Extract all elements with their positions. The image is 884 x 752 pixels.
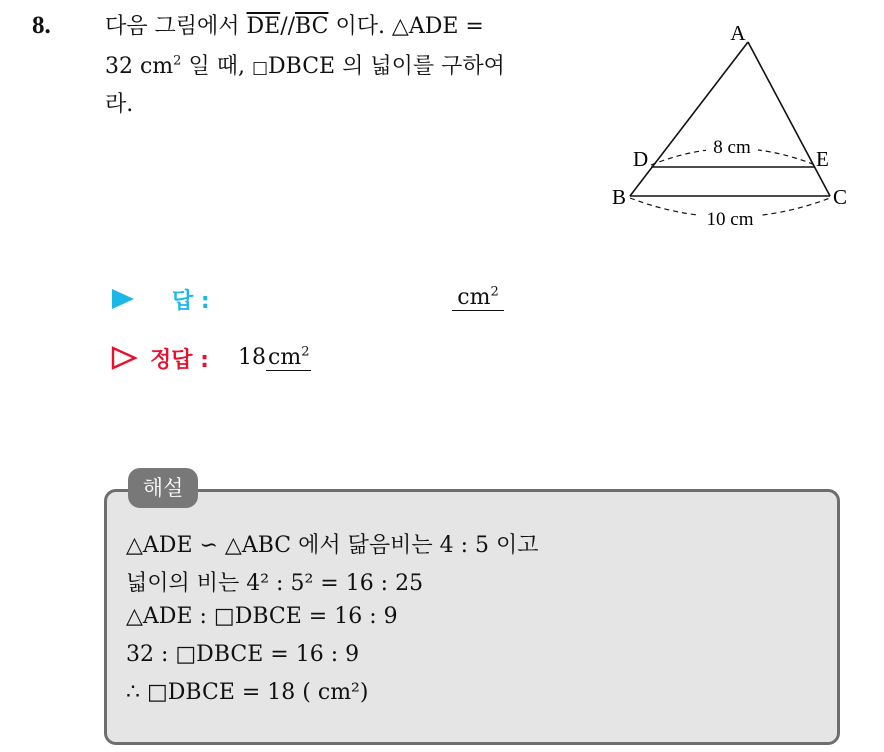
question-line-1 — [105, 16, 484, 38]
segment-bc: $\overline{BC}$ — [295, 14, 329, 39]
bc-length-label: 10 cm — [706, 209, 754, 230]
question-line2-text: 일 때, — [181, 54, 252, 79]
question-line-3: 라. — [105, 92, 134, 117]
question-line-2 — [105, 53, 505, 79]
segment-de: $\overline{DE}$ — [246, 14, 281, 39]
side-ab — [630, 42, 748, 196]
side-ac — [748, 42, 830, 196]
question-line1-post: 이다. △ADE = — [328, 14, 484, 39]
correct-value — [238, 345, 311, 371]
de-length-label: 8 cm — [713, 137, 751, 158]
quadrilateral-symbol: □ — [251, 58, 268, 78]
answer-play-icon — [110, 287, 136, 311]
vertex-e-label: E — [816, 147, 829, 171]
area-value: 32 cm — [105, 54, 174, 79]
answer-unit — [452, 285, 504, 311]
correct-unit-text: cm — [268, 345, 302, 370]
question-number: 8. — [32, 12, 51, 39]
answer-label: 답 : — [172, 289, 210, 314]
question-line2-end: DBCE 의 넓이를 구하여 — [268, 54, 505, 79]
explanation-tab: 해설 — [128, 468, 198, 508]
question-line1-text: 다음 그림에서 — [105, 14, 247, 39]
answer-unit-text: cm — [457, 285, 491, 310]
explanation-line: △ADE : □DBCE = 16 : 9 — [126, 604, 398, 629]
parallel-symbol: // — [280, 14, 296, 39]
explanation-line: 32 : □DBCE = 16 : 9 — [126, 642, 360, 667]
explanation-line: 넓이의 비는 4² : 5² = 16 : 25 — [126, 571, 424, 596]
correct-unit-exponent: 2 — [301, 344, 310, 360]
vertex-d-label: D — [633, 147, 649, 171]
correct-label: 정답 : — [150, 348, 209, 373]
correct-unit — [266, 345, 311, 371]
triangle-figure — [600, 20, 860, 240]
area-exponent: 2 — [173, 53, 182, 69]
explanation-line: △ADE ∽ △ABC 에서 닮음비는 4 : 5 이고 — [126, 533, 539, 558]
answer-unit-exponent: 2 — [490, 284, 499, 300]
explanation-line: ∴ □DBCE = 18 ( cm²) — [126, 680, 369, 705]
correct-answer-icon — [110, 345, 138, 371]
vertex-c-label: C — [833, 185, 848, 209]
vertex-a-label: A — [730, 21, 746, 45]
correct-number: 18 — [238, 345, 266, 370]
vertex-b-label: B — [612, 185, 627, 209]
